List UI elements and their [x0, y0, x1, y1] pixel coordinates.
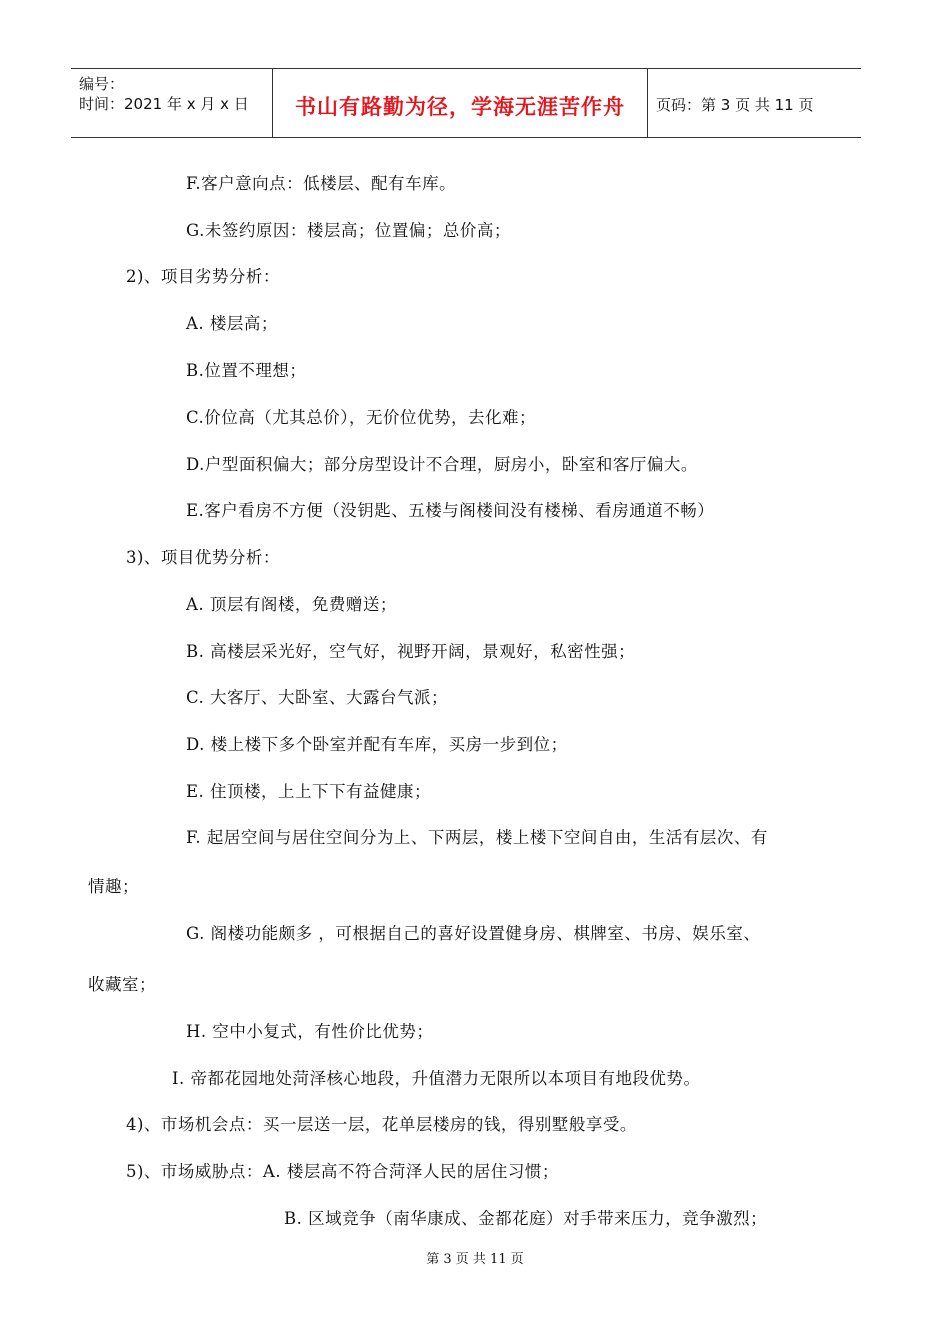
header-info-cell: [71, 69, 273, 137]
section-heading: 3)、项目优势分析：: [126, 548, 280, 567]
paragraph-line: F. 起居空间与居住空间分为上、下两层，楼上楼下空间自由，生活有层次、有: [186, 828, 768, 847]
paragraph-line: G. 阁楼功能颇多 ，可根据自己的喜好设置健身房、棋牌室、书房、娱乐室、: [186, 924, 761, 943]
paragraph-line: D.户型面积偏大；部分房型设计不合理，厨房小，卧室和客厅偏大。: [186, 455, 698, 474]
paragraph-line: E. 住顶楼，上上下下有益健康；: [186, 782, 432, 801]
paragraph-line: B. 区域竞争（南华康成、金都花庭）对手带来压力，竞争激烈；: [284, 1209, 768, 1228]
paragraph-line: A. 顶层有阁楼，免费赠送；: [186, 595, 397, 614]
page-footer: 第 3 页 共 11 页: [426, 1252, 524, 1267]
paragraph-line: I. 帝都花园地处菏泽核心地段，升值潜力无限所以本项目有地段优势。: [172, 1069, 701, 1088]
paragraph-line: A. 楼层高；: [186, 314, 278, 333]
document-date-label: 时间：2021 年 x 月 x 日: [79, 95, 249, 113]
paragraph-line: 收藏室；: [88, 975, 156, 994]
page-header: [71, 68, 861, 138]
paragraph-line: H. 空中小复式，有性价比优势；: [186, 1022, 434, 1041]
paragraph-line: F.客户意向点：低楼层、配有车库。: [186, 174, 457, 193]
paragraph-line: B.位置不理想；: [186, 361, 307, 380]
paragraph-line: C. 大客厅、大卧室、大露台气派；: [186, 688, 449, 707]
paragraph-line: G.未签约原因：楼层高；位置偏；总价高；: [186, 221, 511, 240]
header-motto-cell: [273, 69, 648, 137]
section-heading: 4)、市场机会点：买一层送一层，花单层楼房的钱，得别墅般享受。: [126, 1115, 637, 1134]
document-number-label: 编号：: [79, 75, 125, 93]
section-heading: 5)、市场威胁点：A. 楼层高不符合菏泽人民的居住习惯；: [126, 1162, 559, 1181]
header-page-cell: [648, 69, 861, 137]
header-motto: 书山有路勤为径，学海无涯苦作舟: [295, 95, 625, 119]
header-page-number: 页码：第 3 页 共 11 页: [656, 96, 814, 114]
paragraph-line: B. 高楼层采光好，空气好，视野开阔，景观好，私密性强；: [186, 642, 636, 661]
paragraph-line: E.客户看房不方便（没钥匙、五楼与阁楼间没有楼梯、看房通道不畅）: [186, 501, 715, 520]
section-heading: 2)、项目劣势分析：: [126, 267, 280, 286]
paragraph-line: D. 楼上楼下多个卧室并配有车库，买房一步到位；: [186, 735, 568, 754]
paragraph-line: C.价位高（尤其总价），无价位优势，去化难；: [186, 408, 537, 427]
paragraph-line: 情趣；: [88, 877, 139, 896]
